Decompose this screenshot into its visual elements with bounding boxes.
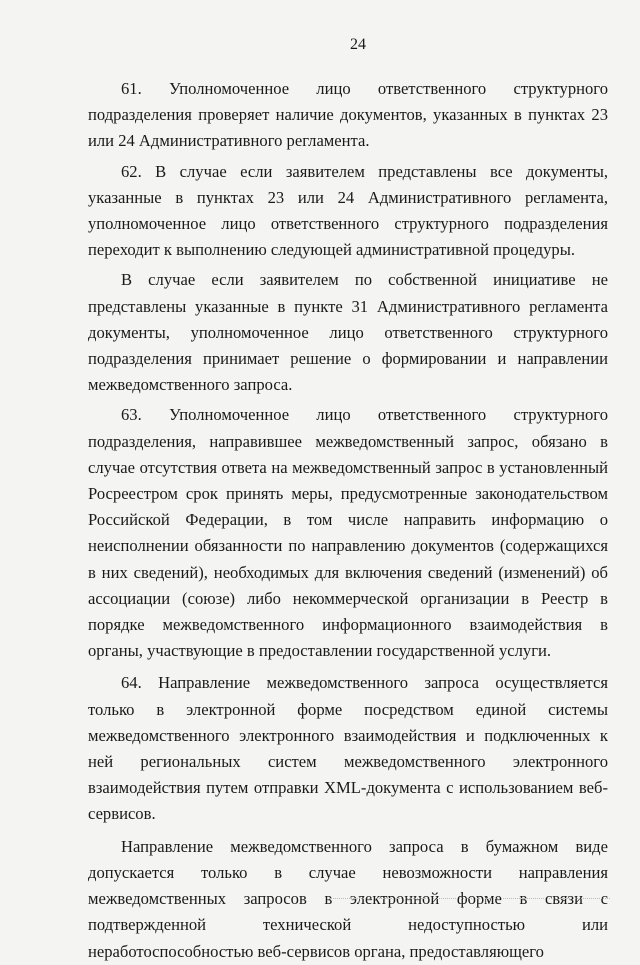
page-number: 24 (350, 36, 366, 53)
paragraph-64-continued: Направление межведомственного запроса в бумажном виде допускается только в случае невозможности направления межведомственных запросов в электронной форме в связи с подтвержденной технической недоступностью или неработоспособностью веб-сервисов органа, предоставляющего (88, 836, 608, 961)
paragraph-64: 64. Направление межведомственного запроса осуществляется только в электронной форме посредством единой системы межведомственного электронного взаимодействия и подключенных к ней региональных систем межведомственного электронного взаимодействия путем отправки XML-документа с использованием веб-сервисов. (88, 673, 608, 824)
paragraph-61: 61. Уполномоченное лицо ответственного структурного подразделения проверяет наличие документов, указанных в пунктах 23 или 24 Административного регламента. (88, 79, 608, 151)
page-edge-artifact (330, 898, 610, 899)
paragraph-62-continued: В случае если заявителем по собственной инициативе не представлены указанные в пункте 31 Административного регламента документы, уполномоченное лицо ответственного структурного подразделения принимает решение о формировании и направлении межведомственного запроса. (88, 270, 608, 395)
paragraph-63: 63. Уполномоченное лицо ответственного структурного подразделения, направившее межведомственный запрос, обязано в случае отсутствия ответа на межведомственный запрос в установленный Росреестром срок принять меры, предусмотренные законодательством Российской Федерации, в том числе направить информацию о неисполнении обязанности по направлению документов (содержащихся в них сведений), необходимых для включения сведений (изменений) об ассоциации (союзе) либо некоммерческой организации в Реестр в порядке межведомственного информационного взаимодействия в органы, участвующие в предоставлении государственной услуги. (88, 405, 608, 661)
paragraph-62: 62. В случае если заявителем представлены все документы, указанные в пунктах 23 или 24 Административного регламента, уполномоченное лицо ответственного структурного подразделения переходит к выполнению следующей административной процедуры. (88, 161, 608, 260)
